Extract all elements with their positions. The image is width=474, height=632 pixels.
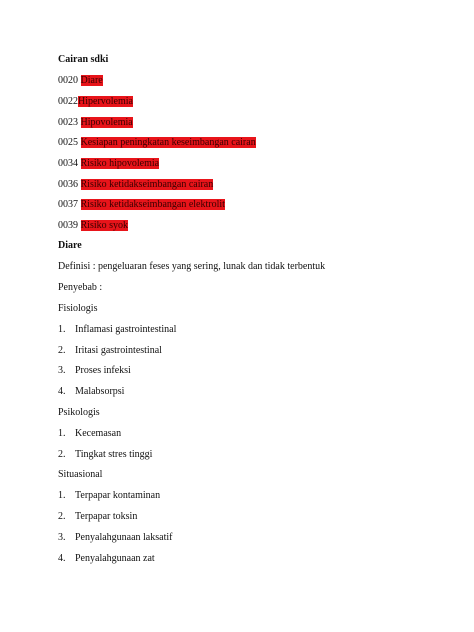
code-line <box>58 96 133 108</box>
code-line <box>58 75 103 87</box>
code-number: 0034 <box>58 158 78 169</box>
code-label-highlighted: Kesiapan peningkatan keseimbangan cairan <box>80 137 256 148</box>
code-label-highlighted: Risiko syok <box>80 220 129 231</box>
list-text: Kecemasan <box>75 428 122 439</box>
code-number: 0022 <box>58 96 78 107</box>
code-label-highlighted: Risiko ketidakseimbangan elektrolit <box>80 199 225 210</box>
list-number: 2. <box>58 345 66 356</box>
code-number: 0025 <box>58 137 78 148</box>
code-line <box>58 158 159 170</box>
code-line <box>58 179 213 191</box>
code-label-highlighted: Risiko ketidakseimbangan cairan <box>80 179 214 190</box>
list-text: Proses infeksi <box>75 365 131 376</box>
code-line <box>58 137 256 149</box>
section-title: Diare <box>58 240 82 251</box>
list-number: 3. <box>58 365 66 376</box>
code-label-highlighted: Hipovolemia <box>80 117 133 128</box>
code-number: 0023 <box>58 117 78 128</box>
list-text: Terpapar kontaminan <box>75 490 161 501</box>
list-number: 3. <box>58 532 66 543</box>
document-title: Cairan sdki <box>58 54 109 65</box>
list-text: Penyalahgunaan laksatif <box>75 532 173 543</box>
list-text: Terpapar toksin <box>75 511 138 522</box>
list-text: Inflamasi gastrointestinal <box>75 324 177 335</box>
code-label-highlighted: Diare <box>80 75 103 86</box>
code-number: 0039 <box>58 220 78 231</box>
code-label-highlighted: Risiko hipovolemia <box>80 158 160 169</box>
list-text: Iritasi gastrointestinal <box>75 345 162 356</box>
code-line <box>58 220 128 232</box>
list-text: Malabsorpsi <box>75 386 125 397</box>
group-heading-fisiologis: Fisiologis <box>58 303 98 314</box>
code-line <box>58 199 225 211</box>
list-number: 4. <box>58 553 66 564</box>
group-heading-situasional: Situasional <box>58 469 103 480</box>
list-text: Tingkat stres tinggi <box>75 449 153 460</box>
code-label-highlighted: Hipervolemia <box>78 96 133 107</box>
code-line <box>58 117 133 129</box>
code-number: 0036 <box>58 179 78 190</box>
cause-label: Penyebab : <box>58 282 103 293</box>
list-text: Penyalahgunaan zat <box>75 553 155 564</box>
list-number: 1. <box>58 490 66 501</box>
list-number: 1. <box>58 324 66 335</box>
list-number: 2. <box>58 511 66 522</box>
list-number: 1. <box>58 428 66 439</box>
definition-text: Definisi : pengeluaran feses yang sering, lunak dan tidak terbentuk <box>58 261 326 272</box>
list-number: 2. <box>58 449 66 460</box>
group-heading-psikologis: Psikologis <box>58 407 100 418</box>
code-number: 0020 <box>58 75 78 86</box>
list-number: 4. <box>58 386 66 397</box>
code-number: 0037 <box>58 199 78 210</box>
